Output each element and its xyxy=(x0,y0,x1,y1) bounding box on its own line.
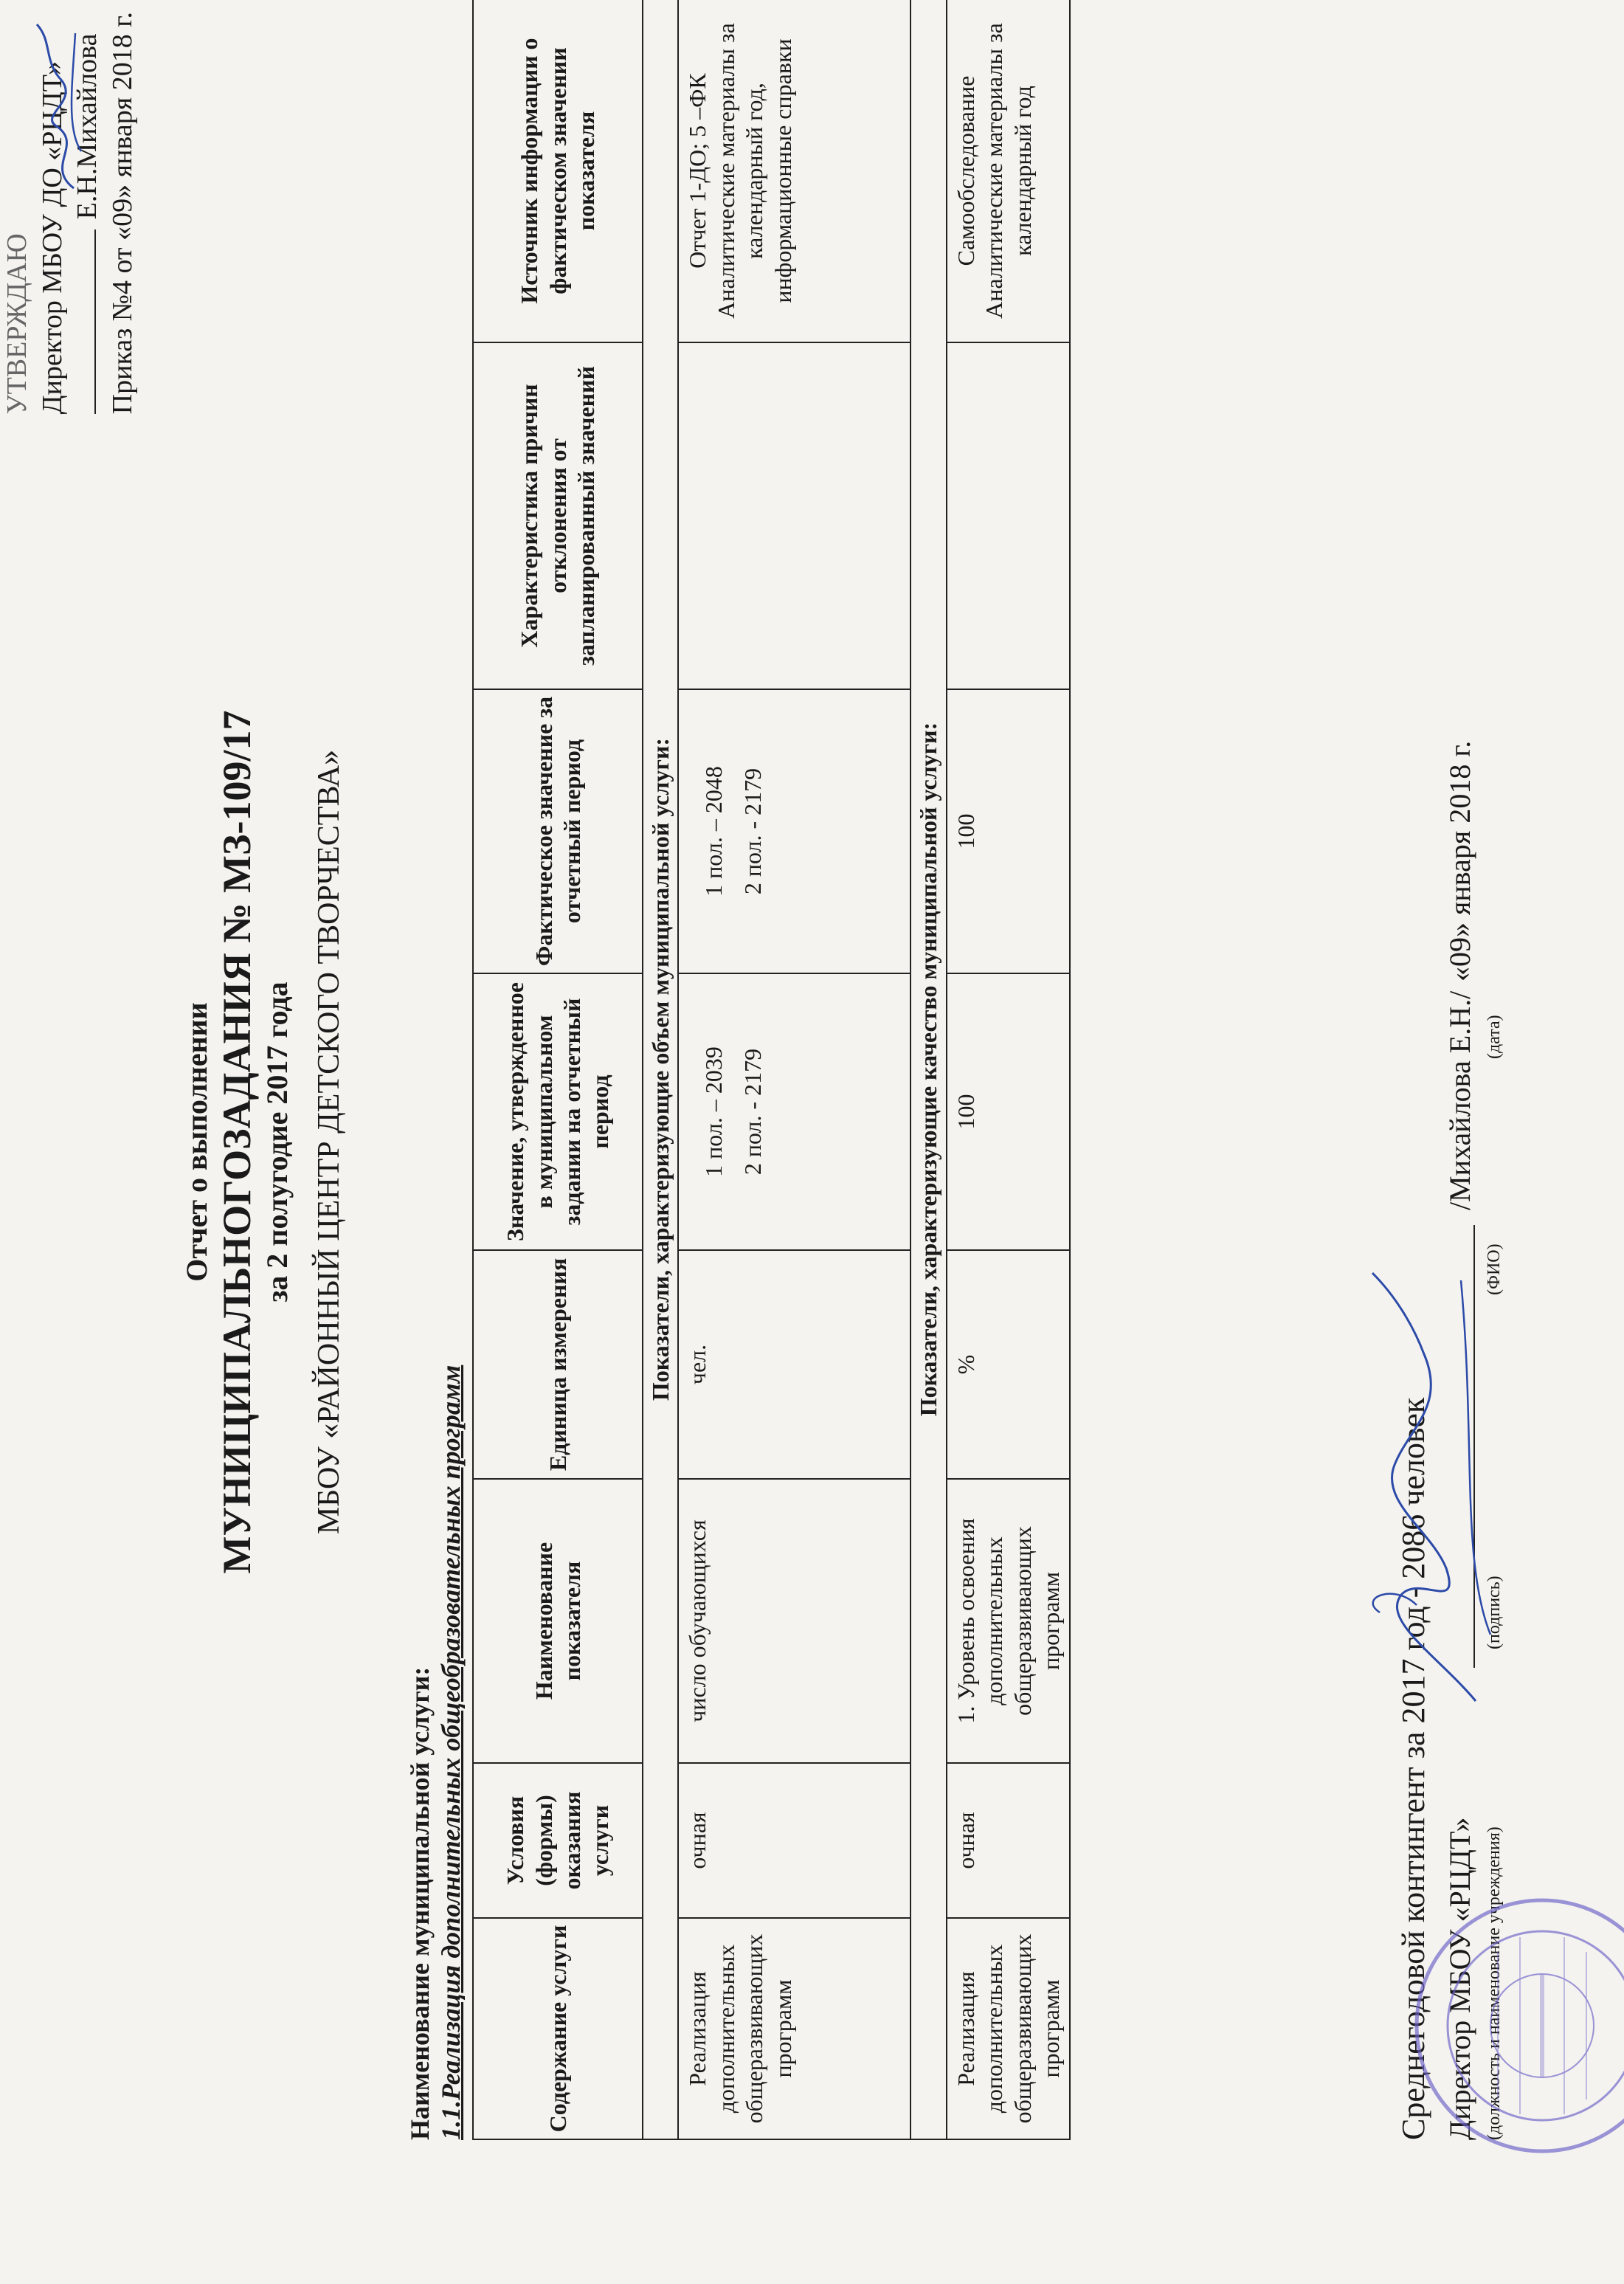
approval-block xyxy=(0,12,140,414)
cell-actual: 100 xyxy=(947,689,1071,973)
header-planned: Значение, утвержденное в муниципальном задании на отчетный период xyxy=(473,973,643,1250)
cell-unit: % xyxy=(947,1250,1071,1479)
planned-second-half: 2 пол. - 2179 xyxy=(739,1048,766,1176)
header-actual: Фактическое значение за отчетный период xyxy=(473,689,643,973)
table-row xyxy=(678,0,911,2139)
signature-line xyxy=(1473,1225,1475,1668)
service-name: 1.1.Реализация дополнительных общеобразовательных программ xyxy=(436,1364,466,2140)
report-title-line2: МУНИЦИПАЛЬНОГОЗАДАНИЯ № МЗ-109/17 xyxy=(215,710,259,1574)
average-contingent: Среднегодовой контингент за 2017 год - 2086 человек xyxy=(1395,1397,1431,2140)
service-label: Наименование муниципальной услуги: xyxy=(405,1666,435,2140)
signer-name: /Михайлова Е.Н./ xyxy=(1443,990,1476,1210)
indicators-table xyxy=(472,0,1071,2140)
caption-signature: (подпись) xyxy=(1485,1576,1504,1649)
approval-order: Приказ №4 от «09» января 2018 г. xyxy=(106,12,138,415)
header-source: Источник информации о фактическом значении показателя xyxy=(473,0,643,342)
section-volume: Показатели, характеризующие объем муниципальной услуги: xyxy=(643,0,678,2139)
cell-unit: чел. xyxy=(678,1250,911,1479)
cell-indicator: 1. Уровень освоения дополнительных общеразвивающих программ xyxy=(947,1479,1071,1763)
cell-content: Реализация дополнительных общеразвивающих программ xyxy=(678,1918,911,2139)
header-form: Условия (формы) оказания услуги xyxy=(473,1763,643,1918)
planned-first-half: 1 пол. – 2039 xyxy=(700,1046,728,1177)
signature-date: «09» января 2018 г. xyxy=(1443,740,1476,981)
table-row xyxy=(947,0,1071,2139)
caption-date: (дата) xyxy=(1485,1015,1504,1059)
cell-reason xyxy=(678,342,911,689)
cell-indicator: число обучающихся xyxy=(678,1479,911,1763)
signer-position: Директор МБОУ «РЦДТ» xyxy=(1443,1817,1476,2140)
cell-reason xyxy=(947,342,1071,689)
approval-signature-line: Е.Н.Михайлова xyxy=(70,12,106,414)
cell-planned xyxy=(678,973,911,1250)
cell-form: очная xyxy=(947,1763,1071,1918)
caption-position: (должность и наименование учреждения) xyxy=(1485,1826,1504,2140)
cell-content: Реализация дополнительных общеразвивающих программ xyxy=(947,1918,1071,2139)
cell-source: Отчет 1-ДО; 5 –ФК Аналитические материалы за календарный год, информационные справки xyxy=(678,0,911,342)
caption-fio: (ФИО) xyxy=(1485,1243,1504,1295)
approval-position: Директор МБОУ ДО «РЦДТ» xyxy=(36,61,68,415)
report-title-line1: Отчет о выполнении xyxy=(180,1002,213,1282)
header-content: Содержание услуги xyxy=(473,1918,643,2139)
actual-second-half: 2 пол. - 2179 xyxy=(739,767,766,895)
header-indicator: Наименование показателя xyxy=(473,1479,643,1763)
header-reason: Характеристика причин отклонения от запланированный значений xyxy=(473,342,643,689)
cell-form: очная xyxy=(678,1763,911,1918)
cell-actual xyxy=(678,689,911,973)
organization-seal-icon xyxy=(1409,1893,1624,2159)
approval-heading: УТВЕРЖДАЮ xyxy=(1,233,32,415)
table-header-row xyxy=(473,0,643,2139)
report-title-line3: за 2 полугодие 2017 года xyxy=(260,981,294,1303)
header-unit: Единица измерения xyxy=(473,1250,643,1479)
section-row xyxy=(643,0,678,2139)
cell-source: Самообследование Аналитические материалы за календарный год xyxy=(947,0,1071,342)
actual-first-half: 1 пол. – 2048 xyxy=(700,766,728,897)
section-quality: Показатели, характеризующие качество муниципальной услуги: xyxy=(911,0,946,2139)
report-title-line4: МБОУ «РАЙОННЫЙ ЦЕНТР ДЕТСКОГО ТВОРЧЕСТВА» xyxy=(312,749,346,1535)
section-row xyxy=(911,0,946,2139)
cell-planned: 100 xyxy=(947,973,1071,1250)
